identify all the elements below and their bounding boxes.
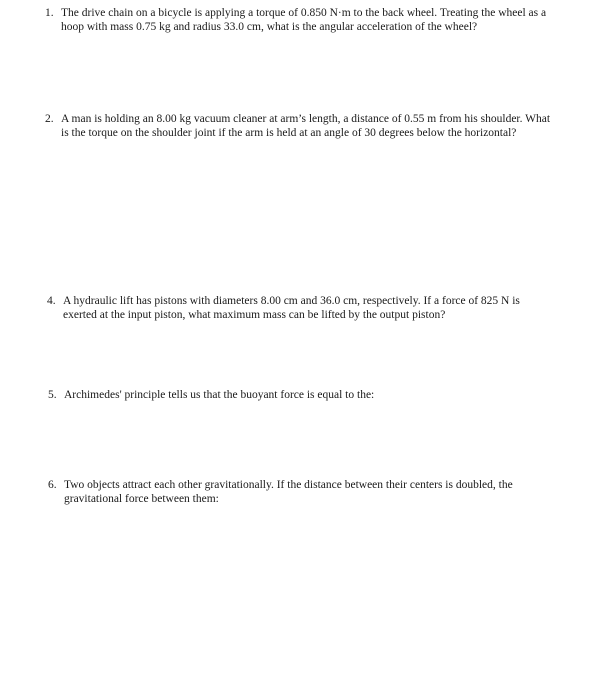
question-number: 4. — [47, 295, 56, 307]
question-text — [63, 294, 520, 322]
question-text — [64, 388, 374, 402]
question-text — [61, 112, 550, 140]
question-number: 6. — [48, 479, 57, 491]
question-line: exerted at the input piston, what maximum mass can be lifted by the output piston? — [63, 309, 446, 321]
question-text — [64, 478, 513, 506]
question-line: A hydraulic lift has pistons with diameters 8.00 cm and 36.0 cm, respectively. If a force of 825 N is — [63, 295, 520, 307]
question-line: Archimedes' principle tells us that the buoyant force is equal to the: — [64, 389, 375, 401]
question-line: gravitational force between them: — [64, 493, 219, 505]
question-line: is the torque on the shoulder joint if the arm is held at an angle of 30 degrees below the horizontal? — [61, 127, 517, 139]
question-number: 2. — [45, 113, 54, 125]
question-line: hoop with mass 0.75 kg and radius 33.0 cm, what is the angular acceleration of the wheel? — [61, 21, 478, 33]
question-line: Two objects attract each other gravitationally. If the distance between their centers is doubled, the — [64, 479, 513, 491]
question-number: 1. — [45, 7, 54, 19]
question-line: A man is holding an 8.00 kg vacuum cleaner at arm’s length, a distance of 0.55 m from his shoulder. What — [61, 113, 551, 125]
question-line: The drive chain on a bicycle is applying a torque of 0.850 N·m to the back wheel. Treating the wheel as a — [61, 7, 547, 19]
question-number: 5. — [48, 389, 57, 401]
question-text — [61, 6, 546, 34]
